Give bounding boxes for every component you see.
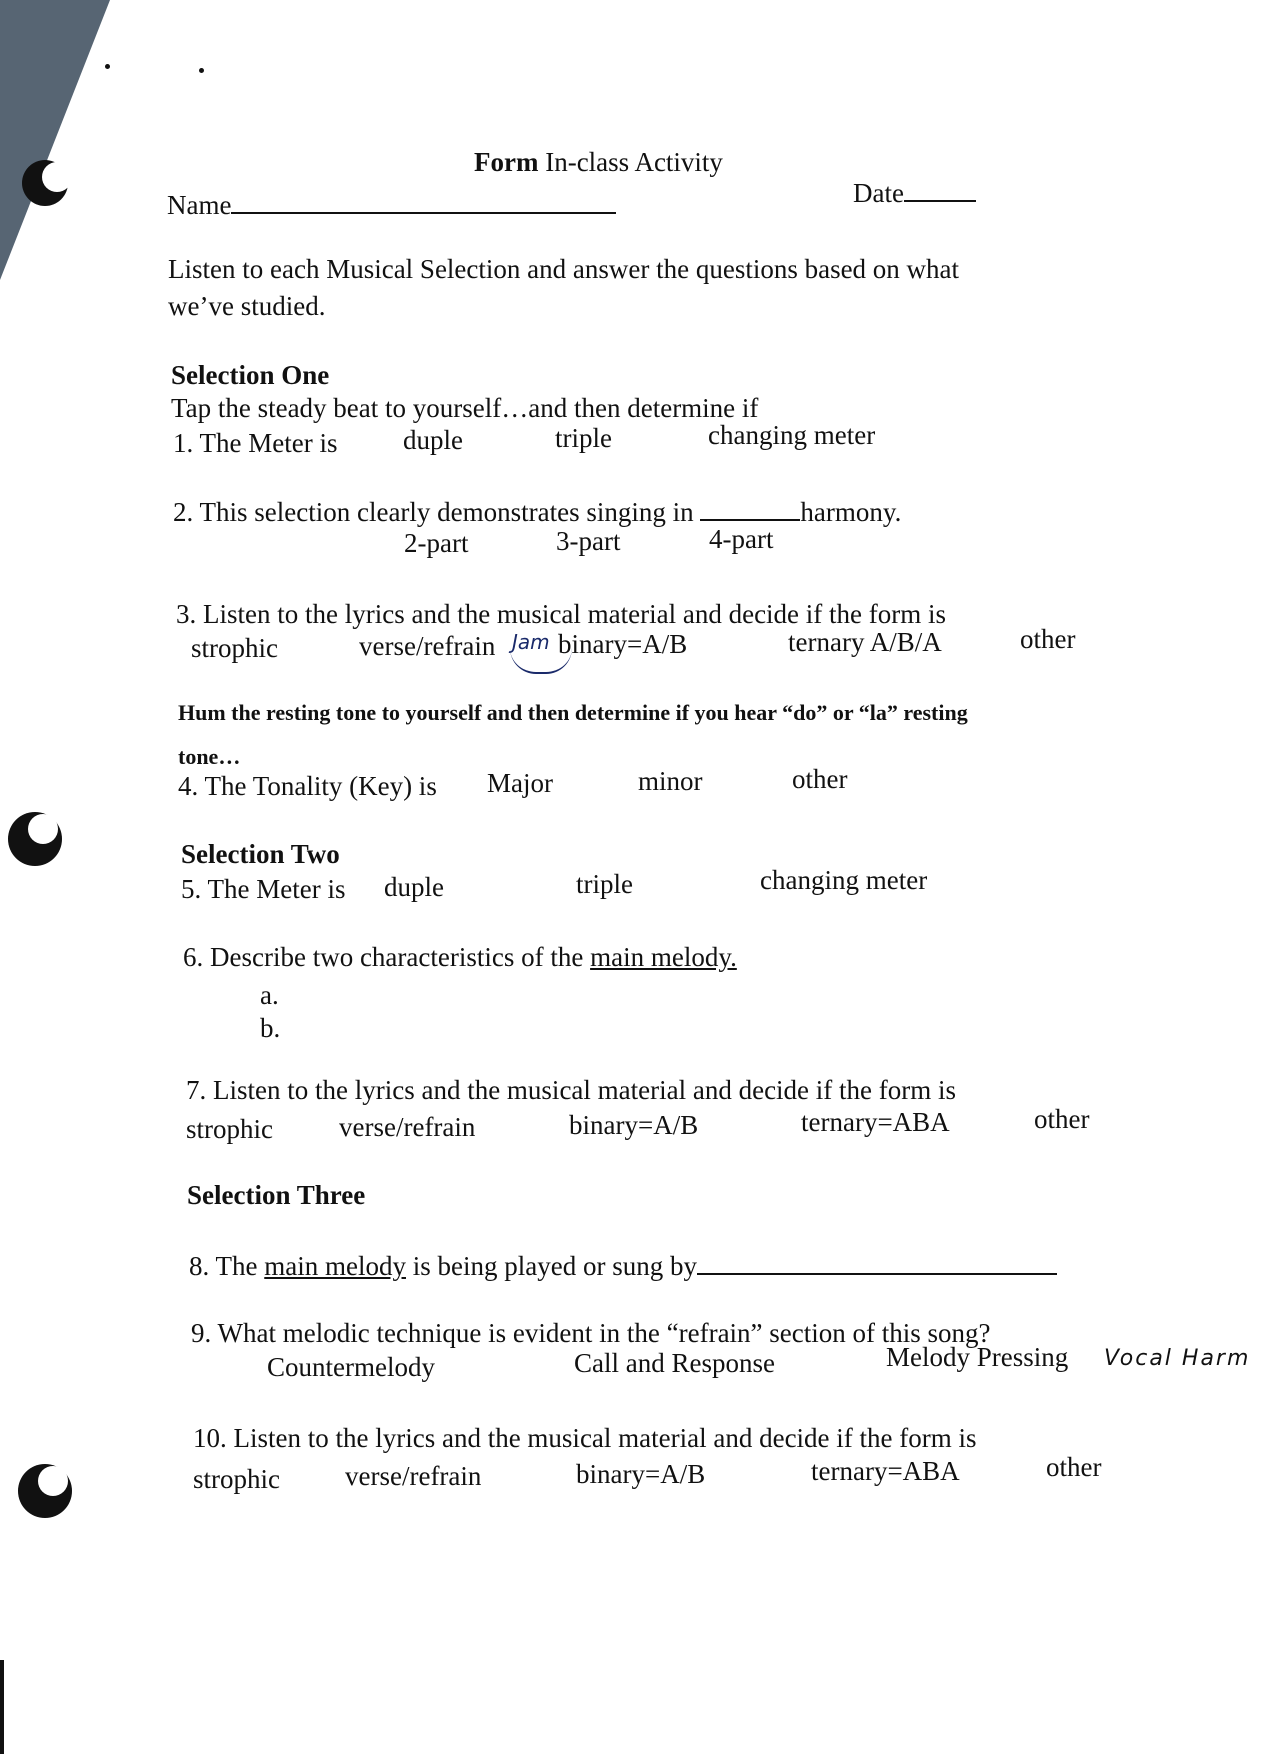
q1-prompt: 1. The Meter is — [173, 428, 338, 458]
binder-hole-middle — [8, 812, 62, 866]
q10-option-binary[interactable]: binary=A/B — [576, 1459, 706, 1489]
intro-line-1: Listen to each Musical Selection and answer the questions based on what — [168, 254, 960, 284]
page-title: Form In-class Activity — [474, 147, 723, 177]
q4-prompt: 4. The Tonality (Key) is — [178, 771, 437, 801]
q3-option-other[interactable]: other — [1020, 624, 1076, 654]
q10-prompt: 10. Listen to the lyrics and the musical material and decide if the form is — [193, 1423, 977, 1453]
q2-option-4-part[interactable]: 4-part — [709, 524, 774, 554]
q6-item-b[interactable]: b. — [260, 1013, 281, 1043]
q10-option-other[interactable]: other — [1046, 1452, 1102, 1482]
q1-option-triple[interactable]: triple — [555, 423, 612, 453]
q3-prompt: 3. Listen to the lyrics and the musical material and decide if the form is — [176, 599, 947, 629]
q3-handwritten-note: Jam — [512, 630, 550, 654]
q7-option-ternary[interactable]: ternary=ABA — [801, 1107, 950, 1137]
intro-line-2: we’ve studied. — [168, 291, 326, 321]
q9-prompt: 9. What melodic technique is evident in the “refrain” section of this song? — [191, 1318, 991, 1348]
date-field[interactable] — [853, 178, 976, 209]
q10-option-verse-refrain[interactable]: verse/refrain — [345, 1461, 482, 1491]
q9-option-countermelody[interactable]: Countermelody — [267, 1352, 435, 1382]
q7-option-other[interactable]: other — [1034, 1104, 1090, 1134]
name-blank[interactable] — [231, 212, 616, 214]
q1-option-changing-meter[interactable]: changing meter — [708, 420, 876, 450]
q3-option-ternary[interactable]: ternary A/B/A — [788, 627, 942, 657]
q5-option-triple[interactable]: triple — [576, 869, 633, 899]
scan-edge-line — [0, 1660, 4, 1754]
name-label: Name — [167, 190, 232, 220]
q2-blank[interactable] — [700, 519, 800, 521]
q8-prompt: 8. The main melody is being played or sung by — [189, 1251, 1057, 1282]
q4-option-other[interactable]: other — [792, 764, 848, 794]
speck — [199, 68, 204, 73]
q6-item-a[interactable]: a. — [260, 980, 279, 1010]
q5-option-changing-meter[interactable]: changing meter — [760, 865, 928, 895]
q7-option-binary[interactable]: binary=A/B — [569, 1110, 699, 1140]
q10-option-strophic[interactable]: strophic — [193, 1464, 280, 1494]
q7-option-strophic[interactable]: strophic — [186, 1114, 273, 1144]
scan-shadow-corner — [0, 0, 110, 280]
speck — [105, 64, 110, 69]
binder-hole-top — [22, 160, 68, 206]
q6-prompt: 6. Describe two characteristics of the main melody. — [183, 942, 737, 972]
binder-hole-bottom — [18, 1464, 72, 1518]
q4-option-minor[interactable]: minor — [638, 766, 703, 796]
q2-option-2-part[interactable]: 2-part — [404, 528, 469, 558]
q5-option-duple[interactable]: duple — [384, 872, 444, 902]
q3-option-strophic[interactable]: strophic — [191, 633, 278, 663]
q9-option-call-and-response[interactable]: Call and Response — [574, 1348, 775, 1378]
q3-option-binary[interactable]: binary=A/B — [558, 629, 688, 659]
q3-option-verse-refrain[interactable]: verse/refrain — [359, 631, 496, 661]
selection-one-instruction: Tap the steady beat to yourself…and then determine if — [171, 393, 759, 423]
q8-blank[interactable] — [697, 1273, 1057, 1275]
name-field[interactable] — [167, 190, 616, 221]
q2-prompt: 2. This selection clearly demonstrates singing in harmony. — [173, 497, 902, 527]
q2-option-3-part[interactable]: 3-part — [556, 526, 621, 556]
hum-instruction-line-2: tone… — [178, 744, 241, 769]
q7-option-verse-refrain[interactable]: verse/refrain — [339, 1112, 476, 1142]
selection-three-heading: Selection Three — [187, 1180, 366, 1210]
q9-option-melody-pressing[interactable]: Melody Pressing — [886, 1342, 1069, 1372]
q7-prompt: 7. Listen to the lyrics and the musical material and decide if the form is — [186, 1075, 957, 1105]
date-label: Date — [853, 178, 904, 208]
q1-option-duple[interactable]: duple — [403, 425, 463, 455]
q4-option-major[interactable]: Major — [487, 768, 553, 798]
selection-two-heading: Selection Two — [181, 839, 340, 869]
hum-instruction-line-1: Hum the resting tone to yourself and then determine if you hear “do” or “la” resting — [178, 700, 968, 725]
q10-option-ternary[interactable]: ternary=ABA — [811, 1456, 960, 1486]
q9-handwritten-answer: Vocal Harm — [1104, 1346, 1251, 1371]
selection-one-heading: Selection One — [171, 360, 330, 390]
q5-prompt: 5. The Meter is — [181, 874, 346, 904]
date-blank[interactable] — [904, 200, 976, 202]
